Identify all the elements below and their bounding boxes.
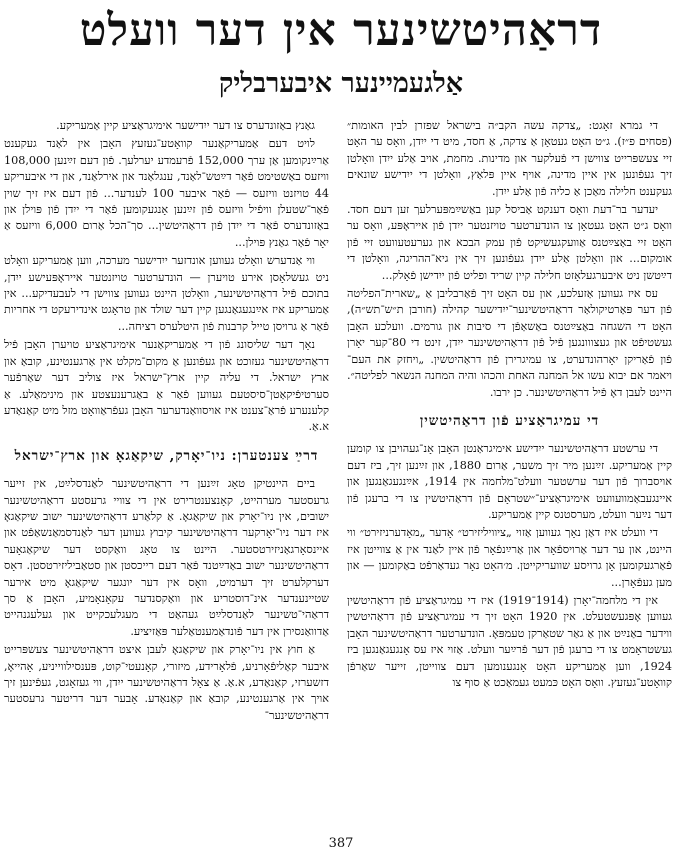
section-heading: די עמיגראַציע פֿון דראַהיטשין bbox=[419, 412, 600, 429]
page-subtitle: אַלגעמיינער איבערבליק bbox=[218, 68, 464, 99]
right-column bbox=[347, 118, 672, 830]
paragraph: ווי אַנדערש וואָלט געווען אונדזער ייִדישער מערכה, ווען אַמעריקע וואָלט ניט געשלאָסן אירע טויערן — הונדערטער טויזנטער אייראָפּעישע ייִדן, בתוכם פֿיל דראַהיטשינער, וואָלטן היינט געווען צווישן די לעבעדיקע... אין אַמעריקע איז אײַנגעגאַנגען קיין דער שולד און טראָגט אינדירעקט די אחריות פֿאַר אַ גרויסן טייל קרבנות פֿון היטלערס רציחה... bbox=[4, 254, 329, 333]
paragraph: גאַנץ באַזונדערס צו דער ייִדישער אימיגראַציע קיין אַמעריקע. bbox=[56, 119, 315, 132]
paragraph: יעדער בר־דעת וואָס דענקט אַביסל קען באַשײַמפּערלעך זען דעם חסד. וואָס ג״ט האָט געטאָן צו הונדערטער טויזנטער ייִדן פֿון אייראָפּע, וואָס ער האָט זיי באַצײַטנס אַוועקגעשיקט פֿון עמק הבכא און גערעטעוועט זיי פֿון אומקום... און וואָלטן אַלע ייִדן געפֿונען זיך אין גיא־ההריגה, וואָלטן די דײַטשן ניט איבערגעלאָזט חלילה קיין שריד ופליט פֿון ייִדישן פֿאָלק... bbox=[347, 203, 672, 282]
paragraph: עס איז געווען אַזעלכע, און עס האָט זיך פֿאַרבליבן אַ „שארית־הפליטה פֿון דער פּאַרטיקולאַר דראַהיטשינער־ייִדישער קהילה (חורבן ת״ש־תש״ה), האָט די השגחה באַצײַטנס באַשאַפֿן די סיבות און גורמים. וועלכע האָבן געשטיפֿט און געצווונגען פֿיל פֿון דראַהיטשינער ייִדן, זינט די 80־קער יאָרן פֿון פֿאַריקן יאָרהונדערט, צו עמיגרירן פֿון דראַהיטשין. „ויחזק את העם־ ויאמר אם יבוא עשו אל המחנה האחת והכהו והיה המחנה הנשאר לפליטה״. היינט לעבן דאָ פֿיל דראַהיטשינער. כן ירבו. bbox=[347, 287, 672, 399]
paragraph: אַ חוץ אין ניו־יאָרק און שיקאַגאָ לעבן איצט דראַהיטשינער צעשפּרייט איבער קאַליפֿאָרניע, פֿלאָרידע, מיזורי, קאָנעטי־קוט, פּענסילווייניע, אָהייאָ, דזשערזי, קאַנאַדע, א.אַ. אַ צאָל דראַהיטשינער ייִדן, ווי געזאָגט, געפֿינען זיך אויך אין אַרגענטינע, קובאַ און קאַנאַדע. אָבער דער דריטער גרעסטער דראַהיטשינער־ bbox=[4, 643, 329, 722]
page-number: 387 bbox=[328, 836, 354, 851]
paragraph: די וועלט איז דאַן נאָך געווען אַזוי „ציוויליזירט״ אָדער „מאָדערניזירט״ ווי היינט, און ער דער אַרויספֿאָר און אַרײַנפֿאָר פֿון איין לאַנד אין אַ צווייטן איז פֿאַרגעקומען אָן גרויסע שוועריקייטן. מ׳האָט נאָר געדאַרפֿט באַקומען — און מען געפֿאָרן... bbox=[347, 526, 672, 589]
page-title: דראַהיטשינער אין דער וועלט bbox=[79, 5, 603, 56]
paragraph: די גמרא זאָגט: „צדקה עשה הקב״ה בישראל שפזרן לבין האומות״ (פסחים פ״ז). ג״ט האָט געטאָן אַ צדקה, אַ חסד, מיט די ייִדן, וואָס ער האָט זיי צעשפּרייט צווישן די פֿעלקער און מדינות. מחמת, אויב אַלע ייִדן וואָלטן זיך געפֿונען אין איין מדינה, אויף איין פּלאַץ, וואָלטן די ייִדישע שונאים געקענט חלילה מאַכן אַ כליה פֿון אַלע ייִדן. bbox=[347, 119, 672, 198]
section-heading: דרײַ צענטערן: ניו־יאָרק, שיקאַגאָ און ארץ־ישראל bbox=[14, 447, 319, 464]
paragraph: נאָך דער שליסונג פֿון די אַמעריקאַנער אימיגראַציע טויערן האָבן פֿיל דראַהיטשינער געזוכט און געפֿונען אַ מקום־מקלט אין אַרגענטינע, קובאַ און ארץ ישראל. די עליה קיין ארץ־ישראל איז צוליב דער שאַרפֿער סערטיפֿיקאַטן־סיסטעם געווען פֿאַר אַ באַגרענעצטע און מינימאַלע. אַ קלענערע פֿראַ־צענט איז אויסוואַנדערער האָבן געפֿראַוואָט מזל מיט קאַנאַדע א.אַ. bbox=[4, 338, 329, 434]
paragraph: ביים היינטיקן טאָג זײַנען די דראַהיטשינער לאַנדסלײַט, אין זייער גרעסטער מערהייט, קאָנצענטרירט אין די צוויי גרעסטע דראַהיטשינער ישובים, אין ניו־יאָרק און שיקאַגאָ. אַ קלאַרע דראַהיטשינער ישוב שיקאַגאָ איז דער ניו־יאָרקער דראַהיטשינער קיבוץ געווען דער לאַנדסמאַנשאַפֿט און איינסאָרגאַניזירטסטער. היינט צו טאָג וואַקסט דער שיקאַגאָער דראַהיטשינער ישוב באַדײַטנד פֿאַר דעם רייכסטן און סטאַביליזירטסטן. דאָס דערקלערט זיך דערמיט, וואָס אין דער יונגער שיקאַגאָ מיט אירער שטיינענדער אינ־דוסטריע און וואַקסנדער עקאָנאָמיע, האָבן אַ סך דראַהי־טשינער לאַנדסלײַט געהאַט די מעגלעכקייט און געלעגנהייט אַדוואַנסירן אין דער פֿונדאַמענטאַלער פּאַזיציע. bbox=[4, 477, 329, 638]
paragraph: אין די מלחמה־יאָרן (1914־1919) איז די עמיגראַציע פֿון דראַהיטשין געווען אָפּגעשטעלט. אין 1920 האָט זיך די עמיגראַציע פֿון דראַהיטשין ווידער באַנײַט און אַ גאַר שטאַרקן טעמפּאָ. הונדערטער דראַהיטשינער האָבן געשטראָמט צו די ברעגן פֿון דער פֿרײַער וועלט. אַזוי איז עס אָנגעגאַנגען ביז 1924, ווען אַמעריקע האָט אָנגענומען דעם צווייטן, זייער שאַרפֿן קוואָטע־געזעץ. וואָס האָט כּמעט געמאַכט אַ סוף צו bbox=[347, 593, 672, 689]
paragraph: די ערשטע דראַהיטשינער ייִדישע אימיגראַנטן האָבן אָנ־געהויבן צו קומען קיין אַמעריקע. זײַנען מיר זיך משער, אַרום 1880, און זײַנען זיך, ביז דעם אויסברוך פֿון דער ערשטער וועלט־מלחמה אין 1914, אײַנגעגאַנגען און איינגעבאַמוועוועט אימיגראַציע־״שטראָם פֿון דראַהיטשין צו די ברעגן פֿון דער נײַער וועלט, מערסטנס קיין אַמעריקע. bbox=[347, 442, 672, 521]
left-column bbox=[4, 118, 329, 830]
paragraph: לויט דעם אַמעריקאַנער קוואָטע־געזעץ האָבן אין לאַנד געקענט אַרײַנקומען אַן ערך 152,000 פֿרעמדע יערלעך. פֿון דעם זײַנען 108,000 וויזעס באַשטימט פֿאַר דײַטש־לאַנד, ענגלאַנד און אירלאַנד, און די איבעריקע 44 טויזנט וויזעס — פֿאַר איבער 100 לענדער... פֿון דעם איז זיך שוין פֿאַר־שטעלן וויפֿיל וויזעס פֿון זײַנען אָנגעקומען פֿאַר די ייִדן פֿון פּוילן און באַזונדערס פֿאַר די ייִדן פֿון דראַהיטשין... סך־הכל אַרום 6,000 וויזעס אַ יאָר פֿאַר גאַנץ פּוילן... bbox=[4, 137, 329, 249]
